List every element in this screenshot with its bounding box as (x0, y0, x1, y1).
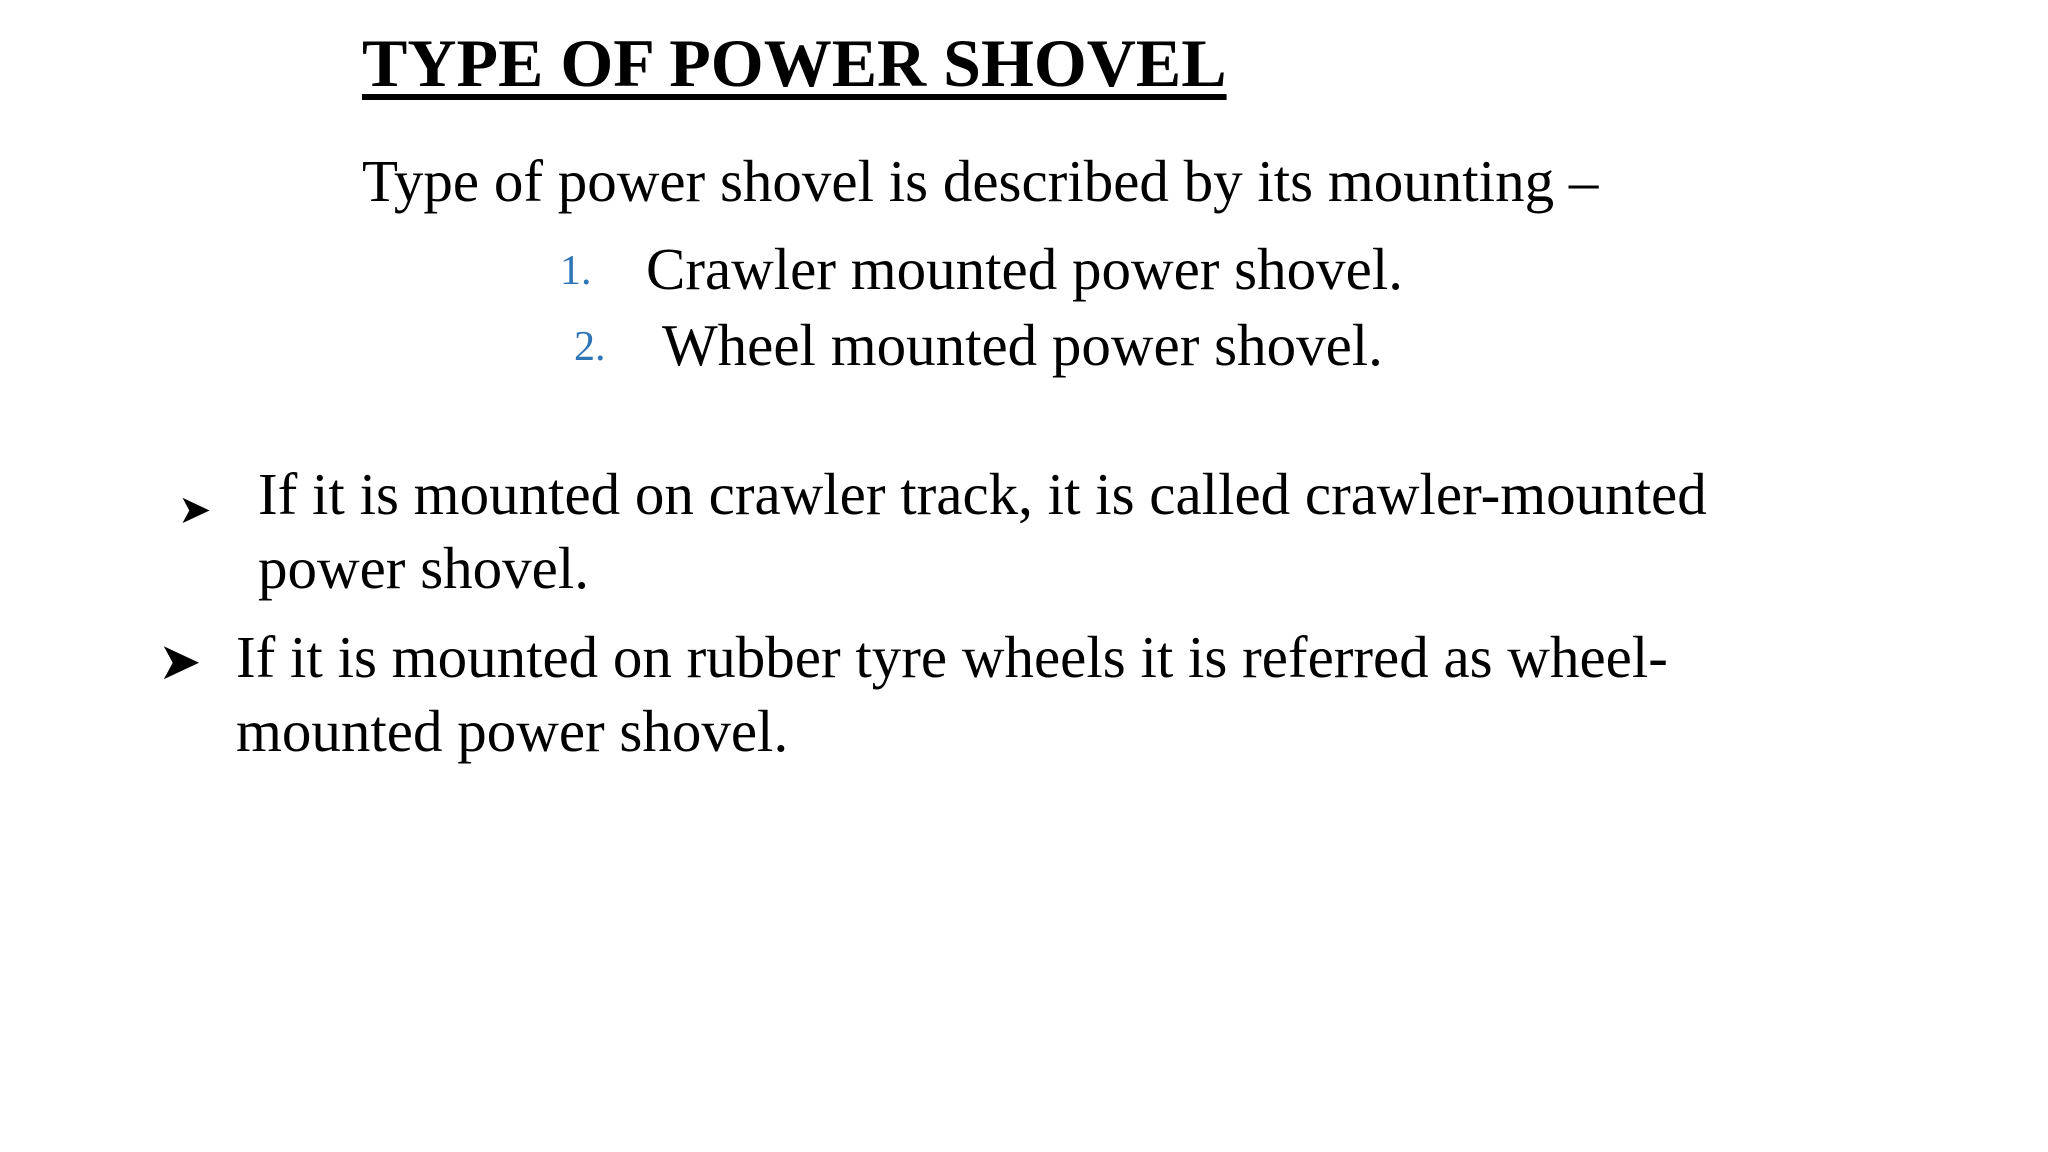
list-number: 1. (560, 248, 592, 294)
list-item-text: Wheel mounted power shovel. (662, 312, 1383, 378)
bullet-line: If it is mounted on crawler track, it is called crawler-mounted (258, 461, 1707, 527)
bullet-text (258, 457, 1707, 605)
bullet-text (236, 620, 1668, 768)
arrowhead-bullet-icon: ➤ (178, 487, 212, 532)
list-item-text: Crawler mounted power shovel. (646, 236, 1403, 302)
slide-title: TYPE OF POWER SHOVEL (362, 25, 1227, 101)
bullet-line: If it is mounted on rubber tyre wheels it is referred as wheel- (236, 624, 1668, 690)
bullet-line: mounted power shovel. (236, 698, 789, 764)
list-number: 2. (574, 324, 606, 370)
bullet-line: power shovel. (258, 535, 589, 601)
intro-text: Type of power shovel is described by its mounting – (362, 148, 1599, 214)
arrowhead-bullet-icon: ➤ (158, 634, 202, 691)
